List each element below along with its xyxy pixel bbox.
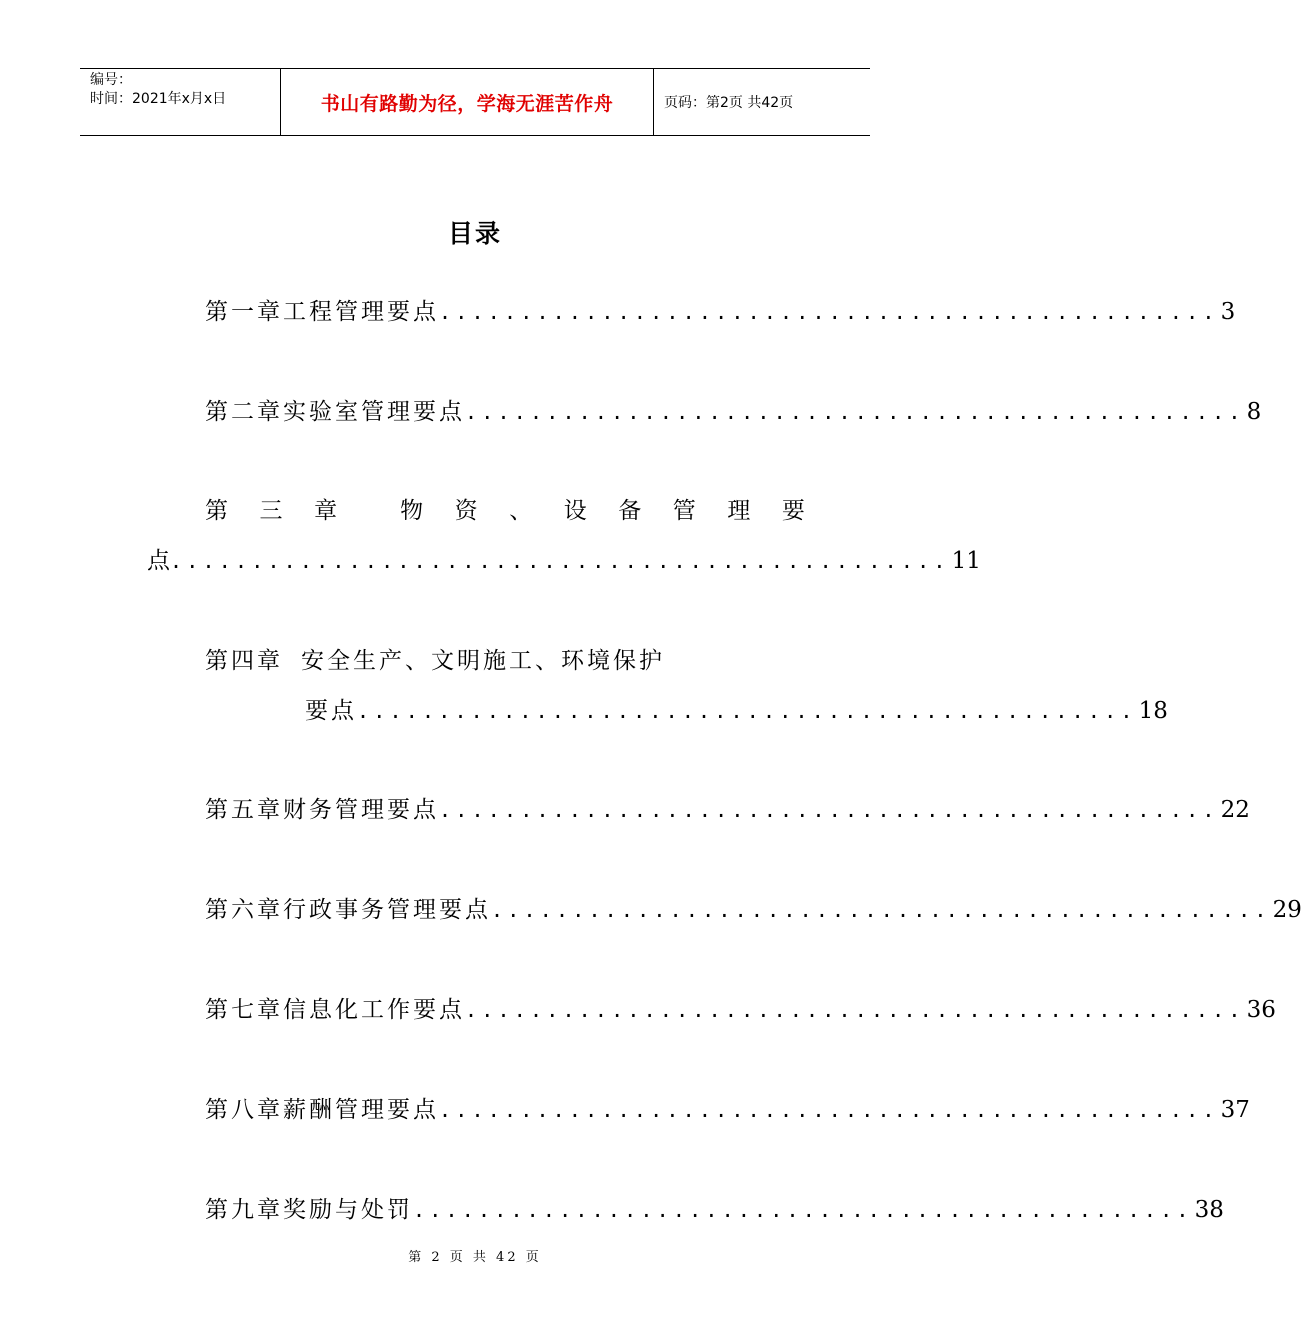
spread-char: 第 (205, 498, 228, 524)
page-footer: 第 2 页 共 42 页 (408, 1250, 542, 1265)
leader-dots: ................................................ (439, 798, 1219, 822)
spread-char: 设 (563, 498, 587, 524)
chapter-label: 第八章 (205, 1097, 283, 1123)
page-number: 38 (1194, 1197, 1224, 1223)
spread-char: 物 (400, 498, 424, 524)
page-number: 3 (1220, 299, 1236, 325)
motto-text: 书山有路勤为径，学海无涯苦作舟 (320, 92, 614, 115)
toc-entry-2[interactable] (205, 393, 1262, 427)
header-page-cell (654, 69, 870, 135)
page-number: 22 (1220, 797, 1250, 823)
chapter-title: 财务管理要点 (283, 797, 439, 823)
header-meta-cell (80, 69, 281, 135)
chapter-title: 实验室管理要点 (283, 399, 465, 425)
leader-dots: ................................................ (465, 998, 1245, 1022)
document-header (80, 68, 870, 136)
leader-dots: ................................................ (439, 300, 1219, 324)
toc-entry-6[interactable] (205, 891, 1302, 925)
toc-entry-8[interactable] (205, 1091, 1250, 1125)
page-number: 18 (1138, 698, 1168, 724)
page-info: 页码：第2页 共42页 (664, 95, 794, 111)
chapter-title: 薪酬管理要点 (283, 1097, 439, 1123)
spread-char: 章 (314, 498, 338, 524)
chapter-title: 工程管理要点 (283, 299, 439, 325)
page-number: 36 (1246, 997, 1276, 1023)
chapter-label: 第五章 (205, 797, 283, 823)
toc-entry-3-line2[interactable] (147, 542, 981, 575)
page-number: 37 (1220, 1097, 1250, 1123)
chapter-label: 第七章 (205, 997, 283, 1023)
toc-entry-9[interactable] (205, 1191, 1224, 1225)
toc-title: 目录 (447, 219, 502, 248)
spread-char: 备 (618, 498, 642, 524)
chapter-title: 信息化工作要点 (283, 997, 465, 1023)
chapter-label: 第二章 (205, 399, 283, 425)
chapter-label: 第四章 (205, 648, 283, 674)
spread-char: 三 (259, 498, 283, 524)
leader-dots: ................................................ (465, 400, 1245, 424)
spread-char: 要 (781, 498, 805, 524)
spread-char: 资 (454, 498, 478, 524)
chapter-title-tail: 要点 (305, 698, 357, 724)
toc-entry-4-line2[interactable] (305, 692, 1168, 726)
chapter-title: 安全生产、文明施工、环境保护 (301, 648, 665, 674)
page-number: 11 (951, 548, 981, 574)
time-label: 时间：2021年x月x日 (90, 91, 227, 107)
leader-dots: ................................................ (439, 1098, 1219, 1122)
page-number: 29 (1272, 897, 1302, 923)
toc-entry-5[interactable] (205, 791, 1250, 825)
chapter-label: 第六章 (205, 897, 283, 923)
leader-dots: ................................................ (170, 549, 950, 573)
toc-entry-7[interactable] (205, 991, 1276, 1025)
chapter-title: 行政事务管理要点 (283, 897, 491, 923)
leader-dots: ................................................ (357, 699, 1137, 723)
toc-entry-3-line1[interactable] (205, 492, 805, 528)
header-motto-cell (281, 69, 654, 135)
leader-dots: ................................................ (413, 1198, 1193, 1222)
chapter-label: 第九章 (205, 1197, 283, 1223)
toc-entry-1[interactable] (205, 293, 1236, 327)
chapter-title-tail: 点 (147, 548, 170, 574)
spread-char: 、 (509, 498, 533, 524)
chapter-label: 第一章 (205, 299, 283, 325)
number-label: 编号： (90, 72, 132, 88)
chapter-title: 奖励与处罚 (283, 1197, 413, 1223)
spread-char: 理 (727, 498, 751, 524)
leader-dots: ................................................ (491, 898, 1271, 922)
page-number: 8 (1246, 399, 1262, 425)
toc-entry-4-line1[interactable] (205, 642, 665, 675)
spread-char: 管 (672, 498, 696, 524)
